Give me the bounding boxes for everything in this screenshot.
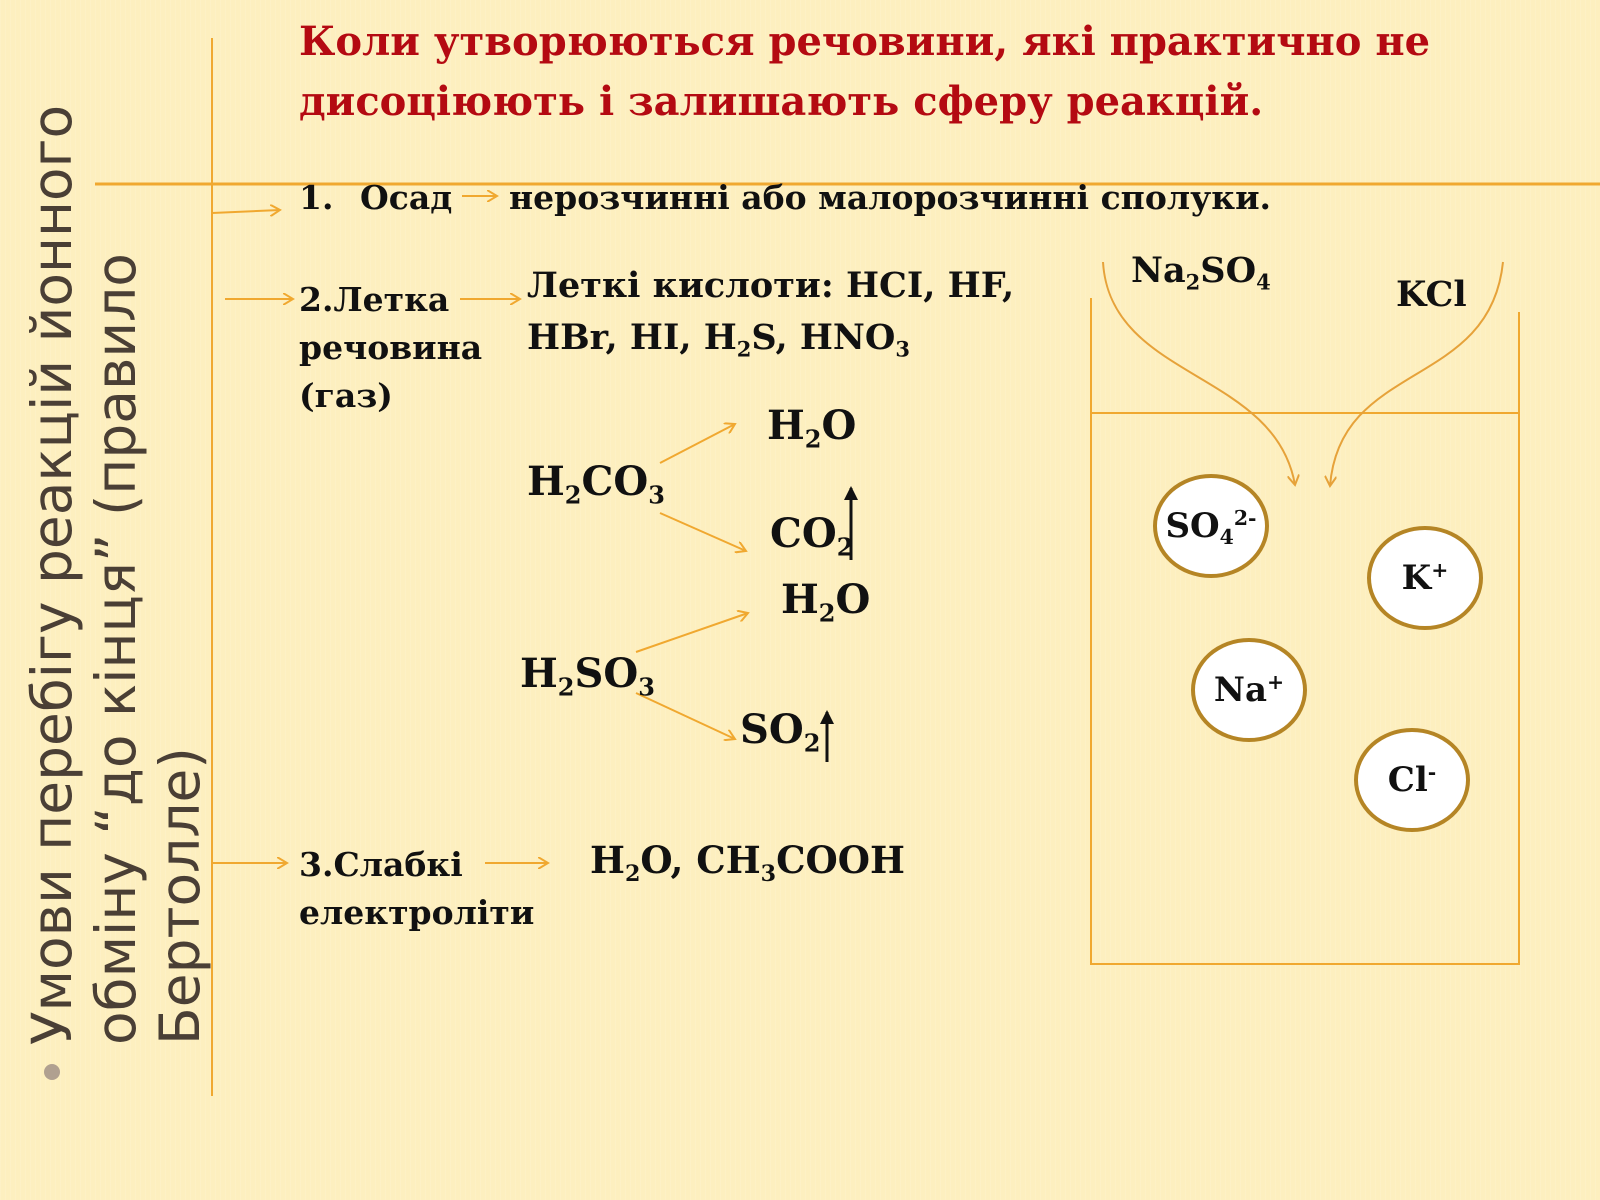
formula-h2co3: $H_2CO_3$ bbox=[527, 458, 665, 510]
side-heading-line-3: Бертолле) bbox=[148, 747, 212, 1045]
title-line-1: Коли утворюються речовини, які практично не bbox=[299, 18, 1431, 65]
arrow-h2co3-co2 bbox=[660, 513, 746, 551]
formula-h2o-2: $H_2O$ bbox=[781, 576, 871, 628]
pour-arrow-left bbox=[1103, 262, 1295, 485]
volatile-acids-line-2: HBr, HI, $H_2S$, $HNO_3$ bbox=[527, 317, 910, 362]
reagent-kcl: KCl bbox=[1396, 274, 1467, 315]
arrow-cond1 bbox=[212, 210, 280, 213]
cond1-label: Осад bbox=[360, 178, 453, 217]
formula-h2so3: $H_2SO_3$ bbox=[520, 650, 655, 702]
cond3-label-line-2: електроліти bbox=[299, 893, 535, 932]
cond2-label-line-2: речовина bbox=[299, 328, 483, 367]
formula-co2: $CO_2$ bbox=[770, 510, 854, 562]
bullet-dot bbox=[44, 1064, 60, 1080]
cond1-number: 1. bbox=[299, 178, 334, 217]
cond2-label-line-1: 2.Летка bbox=[299, 280, 450, 319]
cond1-description: нерозчинні або малорозчинні сполуки. bbox=[509, 178, 1272, 217]
arrow-h2so3-h2o bbox=[636, 613, 748, 652]
ion-sulfate: $SO_4^{2-}$ bbox=[1153, 474, 1269, 578]
cond2-label bbox=[299, 276, 482, 420]
side-heading-line-2: обміну “до кінця” (правило bbox=[84, 253, 148, 1045]
title-line-2: дисоціюють і залишають сферу реакцій. bbox=[299, 78, 1264, 125]
ion-potassium: K+ bbox=[1367, 526, 1483, 630]
ion-sodium: Na+ bbox=[1191, 638, 1307, 742]
arrow-h2co3-h2o bbox=[660, 424, 735, 463]
ion-chloride: Cl- bbox=[1354, 728, 1470, 832]
side-heading-line-1: Умови перебігу реакцій йонного bbox=[20, 104, 84, 1045]
volatile-acids-line-1: Леткі кислоти: HCI, HF, bbox=[527, 265, 1015, 306]
cond2-label-line-3: (газ) bbox=[299, 376, 393, 415]
side-heading bbox=[20, 45, 220, 1045]
volatile-acids bbox=[527, 260, 1014, 364]
cond3-label-line-1: 3.Слабкі bbox=[299, 845, 463, 884]
cond3-label bbox=[299, 841, 534, 937]
formula-h2o-1: $H_2O$ bbox=[767, 402, 857, 454]
beaker-outline bbox=[1091, 298, 1519, 964]
reagent-na2so4: $Na_2SO_4$ bbox=[1131, 250, 1271, 295]
weak-electrolytes: $H_2O$, $CH_3COOH$ bbox=[590, 838, 905, 887]
formula-so2: $SO_2$ bbox=[740, 706, 821, 758]
